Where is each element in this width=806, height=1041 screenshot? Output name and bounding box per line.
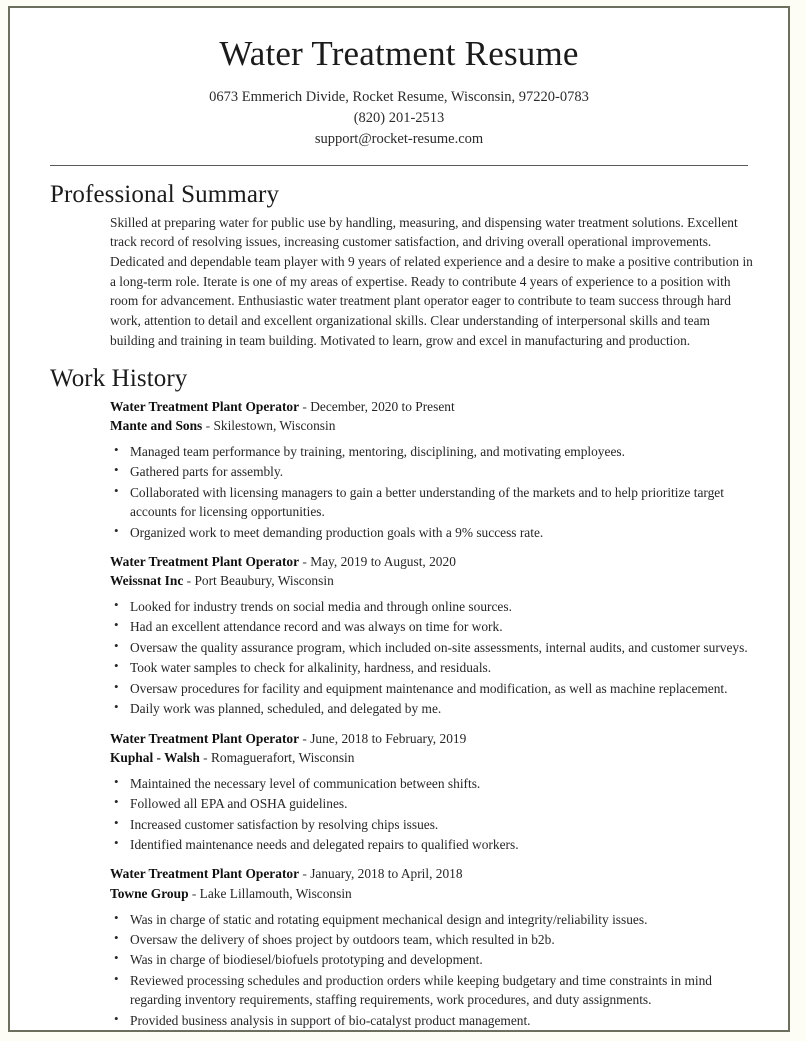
job-title-line — [110, 552, 762, 571]
job-bullet: • Oversaw the delivery of shoes project by outdoors team, which resulted in b2b. — [110, 930, 762, 949]
job-company-line — [110, 571, 762, 590]
job-company: Weissnat Inc — [110, 573, 184, 588]
contact-address: 0673 Emmerich Divide, Rocket Resume, Wisconsin, 97220-0783 — [209, 89, 589, 106]
job-title: Water Treatment Plant Operator — [110, 730, 300, 746]
header-divider — [50, 165, 748, 166]
summary-text: Skilled at preparing water for public use by handling, measuring, and dispensing water treatment solutions. Excellent track record of resolving issues, increasing customer satisfaction, and driving overall operational improvements. Dedicated and dependable team player with 9 years of related experience and a desire to make a positive contribution in a long-term role. Iterate is one of my areas of expertise. Ready to contribute 4 years of experience to a position with room for advancement. Enthusiastic water treatment plant operator eager to contribute to team success through hard work, attention to detail and excellent organizational skills. Clear understanding of interpersonal skills and team building and training in team building. Motivated to learn, grow and excel in manufacturing and production. — [110, 214, 753, 348]
job-title-line — [110, 729, 762, 748]
job-separator: - — [183, 573, 195, 588]
job-entry — [110, 864, 762, 1030]
resume-header — [10, 8, 788, 166]
work-history-heading: Work History — [50, 365, 188, 393]
job-entry — [110, 729, 762, 855]
job-title: Water Treatment Plant Operator — [110, 398, 300, 414]
job-separator: - — [199, 749, 211, 765]
job-bullet: • Organized work to meet demanding production goals with a 9% success rate. — [110, 523, 762, 542]
resume-page-frame — [8, 6, 790, 1032]
job-bullet: • Was in charge of biodiesel/biofuels prototyping and development. — [110, 950, 762, 969]
contact-info — [10, 87, 788, 150]
job-company: Towne Group — [110, 885, 189, 901]
job-separator: - — [299, 866, 311, 882]
job-company: Kuphal - Walsh — [110, 749, 200, 765]
resume-page — [10, 8, 788, 1030]
job-company-line — [110, 748, 762, 767]
job-bullet: • Collaborated with licensing managers to gain a better understanding of the markets and to help prioritize target accounts for licensing opportunities. — [110, 483, 762, 522]
job-bullet: • Increased customer satisfaction by resolving chips issues. — [110, 815, 762, 834]
job-separator: - — [188, 885, 200, 901]
job-location: Port Beaubury, Wisconsin — [194, 573, 334, 588]
job-location: Lake Lillamouth, Wisconsin — [199, 885, 352, 901]
job-bullet: • Had an excellent attendance record and was always on time for work. — [110, 617, 762, 636]
job-company-line — [110, 884, 762, 903]
job-entry — [110, 552, 762, 719]
job-dates: June, 2018 to February, 2019 — [310, 730, 467, 746]
job-bullet: • Oversaw the quality assurance program, which included on-site assessments, internal audits, and customer surveys. — [110, 638, 762, 657]
job-bullet: • Managed team performance by training, mentoring, disciplining, and motivating employees. — [110, 442, 762, 461]
job-bullet: • Identified maintenance needs and delegated repairs to qualified workers. — [110, 835, 762, 854]
job-company-line — [110, 416, 762, 435]
job-bullet-list — [110, 910, 762, 1030]
job-bullet: • Maintained the necessary level of communication between shifts. — [110, 774, 762, 793]
job-separator: - — [299, 730, 311, 746]
job-title-line — [110, 864, 762, 883]
job-bullet: • Looked for industry trends on social media and through online sources. — [110, 597, 762, 616]
summary-body — [50, 213, 762, 351]
job-company: Mante and Sons — [110, 417, 203, 433]
page-title: Water Treatment Resume — [219, 34, 579, 73]
job-title: Water Treatment Plant Operator — [110, 866, 300, 882]
job-separator: - — [299, 398, 311, 414]
job-bullet: • Took water samples to check for alkalinity, hardness, and residuals. — [110, 658, 762, 677]
job-bullet: • Was in charge of static and rotating equipment mechanical design and integrity/reliability issues. — [110, 910, 762, 929]
job-location: Romaguerafort, Wisconsin — [210, 749, 355, 765]
job-dates: December, 2020 to Present — [310, 398, 455, 414]
job-dates: January, 2018 to April, 2018 — [310, 866, 463, 882]
contact-phone: (820) 201-2513 — [353, 110, 445, 127]
summary-heading: Professional Summary — [50, 181, 280, 209]
job-location: Skilestown, Wisconsin — [213, 417, 336, 433]
job-bullet-list — [110, 597, 762, 719]
work-history-body — [50, 397, 762, 1030]
job-bullet: • Daily work was planned, scheduled, and delegated by me. — [110, 699, 762, 718]
job-title: Water Treatment Plant Operator — [110, 553, 300, 569]
contact-email: support@rocket-resume.com — [314, 131, 484, 148]
job-bullet: • Reviewed processing schedules and production orders while keeping budgetary and time constraints in mind regarding inventory requirements, staffing requirements, work procedures, and duty assignments. — [110, 971, 762, 1010]
job-dates: May, 2019 to August, 2020 — [310, 553, 456, 569]
job-bullet: • Gathered parts for assembly. — [110, 462, 762, 481]
job-bullet-list — [110, 442, 762, 542]
job-entry — [110, 397, 762, 542]
section-professional-summary — [10, 179, 788, 350]
job-bullet-list — [110, 774, 762, 855]
job-bullet: • Followed all EPA and OSHA guidelines. — [110, 794, 762, 813]
job-separator: - — [299, 553, 311, 569]
job-bullet: • Oversaw procedures for facility and equipment maintenance and modification, as well as machine replacement. — [110, 679, 762, 698]
section-work-history — [10, 363, 788, 1030]
job-separator: - — [202, 417, 214, 433]
job-bullet: • Provided business analysis in support of bio-catalyst product management. — [110, 1011, 762, 1030]
job-title-line — [110, 397, 762, 416]
